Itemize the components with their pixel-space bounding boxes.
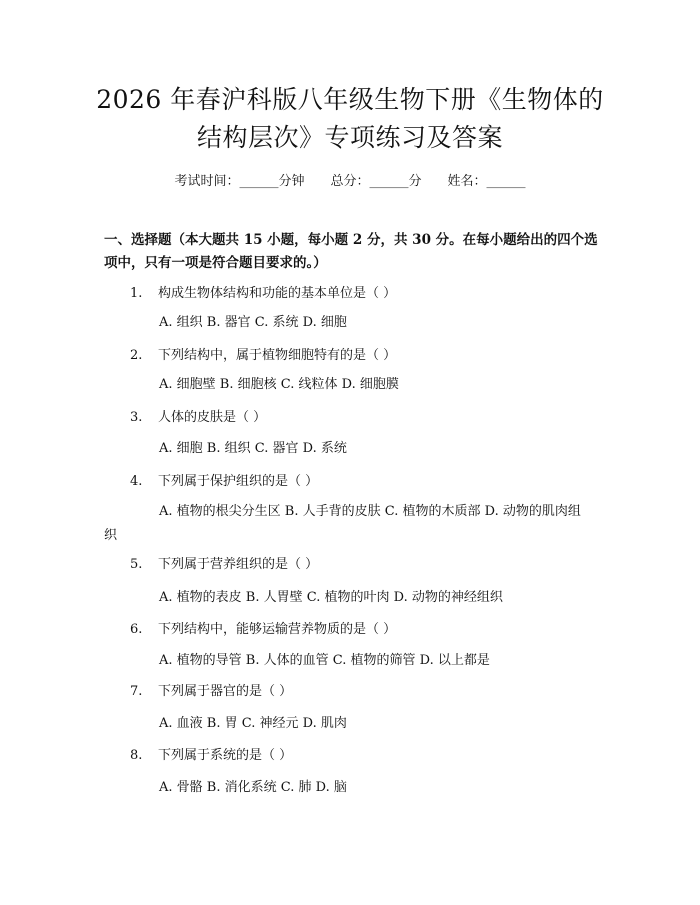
question-3-options: A. 细胞 B. 组织 C. 器官 D. 系统 <box>159 441 347 456</box>
question-number: 5. <box>130 557 143 572</box>
question-5-options: A. 植物的表皮 B. 人胃壁 C. 植物的叶肉 D. 动物的神经组织 <box>159 590 503 605</box>
question-number: 8. <box>130 748 143 763</box>
question-text: 下列属于保护组织的是（ ） <box>158 474 319 489</box>
question-number: 3. <box>130 410 143 425</box>
question-text: 构成生物体结构和功能的基本单位是（ ） <box>158 286 397 301</box>
question-2-options: A. 细胞壁 B. 细胞核 C. 线粒体 D. 细胞膜 <box>159 377 399 392</box>
student-name: 姓名：______ <box>447 174 526 189</box>
exam-time: 考试时间：______分钟 <box>174 174 305 189</box>
question-number: 6. <box>130 622 143 637</box>
question-number: 4. <box>130 474 143 489</box>
question-text: 下列结构中，能够运输营养物质的是（ ） <box>158 622 397 637</box>
question-number: 1. <box>130 286 143 301</box>
question-7-options: A. 血液 B. 胃 C. 神经元 D. 肌肉 <box>159 716 347 731</box>
question-text: 下列属于系统的是（ ） <box>158 748 293 763</box>
question-6-options: A. 植物的导管 B. 人体的血管 C. 植物的筛管 D. 以上都是 <box>159 653 490 668</box>
question-number: 7. <box>130 684 143 699</box>
question-8-options: A. 骨骼 B. 消化系统 C. 肺 D. 脑 <box>159 780 347 795</box>
question-number: 2. <box>130 348 143 363</box>
question-text: 下列属于营养组织的是（ ） <box>158 557 319 572</box>
page-title-line1: 2026 年春沪科版八年级生物下册《生物体的 <box>96 85 604 114</box>
question-4-options: A. 植物的根尖分生区 B. 人手背的皮肤 C. 植物的木质部 D. 动物的肌肉组织 <box>104 504 581 543</box>
exam-meta <box>0 170 700 189</box>
question-text: 下列结构中，属于植物细胞特有的是（ ） <box>158 348 397 363</box>
question-text: 下列属于器官的是（ ） <box>158 684 293 699</box>
question-1-options: A. 组织 B. 器官 C. 系统 D. 细胞 <box>159 315 347 330</box>
section-heading-line2: 项中，只有一项是符合题目要求的。） <box>104 255 327 271</box>
exam-score: 总分：______分 <box>330 174 422 189</box>
section-heading-line1: 一、选择题（本大题共 15 小题，每小题 2 分，共 30 分。在每小题给出的四个选 <box>104 232 598 248</box>
question-text: 人体的皮肤是（ ） <box>158 410 267 425</box>
page-title-line2: 结构层次》专项练习及答案 <box>196 123 503 152</box>
